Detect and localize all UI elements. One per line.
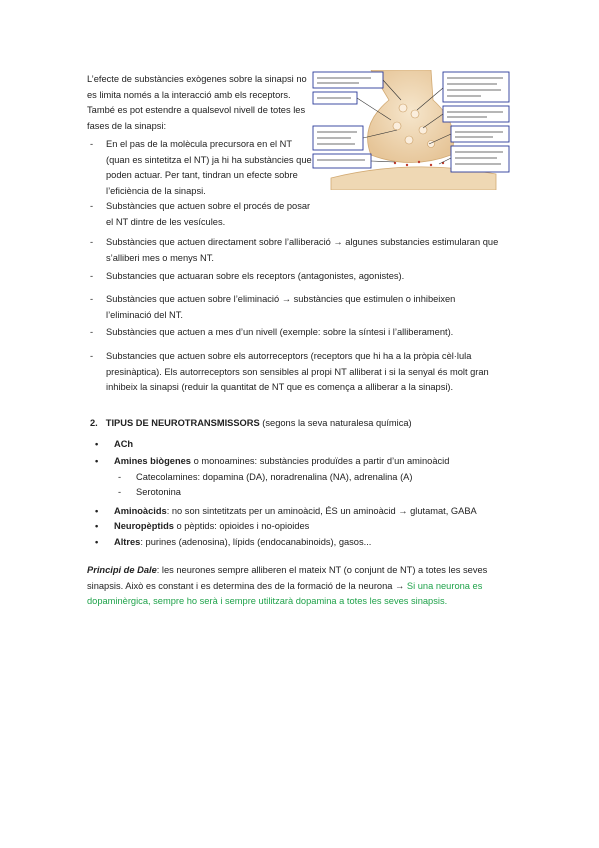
bullet-dot: • <box>95 506 99 516</box>
list-item <box>95 535 515 551</box>
list-item-text: Substancies que actuen sobre els autorreceptors (receptors que hi ha a la pròpia cèl·lula presinàptica). Els autorreceptors son sensibles al propi NT alliberat i si la senyal és molt gran inhibeix la sinapsi (reduir la quantitat de NT que es comença a alliberar a la sinapsi). <box>106 351 489 392</box>
list-item <box>90 325 500 341</box>
sub-item-text: Catecolamines: dopamina (DA), noradrenalina (NA), adrenalina (A) <box>136 472 413 482</box>
bullet-dot: • <box>95 439 99 449</box>
item-neuro-label: Neuropèptids <box>114 521 174 531</box>
list-item <box>90 269 500 285</box>
list-item <box>90 137 312 199</box>
list-item <box>90 235 500 266</box>
sub-list-item <box>118 485 498 501</box>
list-item <box>90 292 500 323</box>
list-item-text: Substancies que actuaran sobre els receptors (antagonistes, agonistes). <box>106 271 405 281</box>
item-ach: ACh <box>114 439 134 449</box>
dash-marker: - <box>90 351 94 361</box>
synapse-diagram <box>311 70 511 190</box>
list-item-text: Substàncies que actuen a mes d’un nivell (exemple: sobre la síntesi i l’alliberament). <box>106 327 454 337</box>
dale-principle-text: : les neurones sempre alliberen el mateix NT (o conjunt de NT) a totes les seves sinapsis. Això es constant i es determina des de la formació de la neurona → <box>87 565 488 591</box>
list-item-text: Substàncies que actuen sobre l’eliminació → substàncies que estimulen o inhibeixen l’eliminació del NT. <box>106 294 456 320</box>
section-title: TIPUS DE NEUROTRANSMISSORS <box>105 418 260 428</box>
item-amino-label: Aminoàcids <box>114 506 167 516</box>
list-item-text: En el pas de la molècula precursora en el NT (quan es sintetitza el NT) ja hi ha substàncies que poden actuar. Per tant, tindran un efecte sobre l’eficiència de la sinapsi. <box>106 139 312 196</box>
dale-principle-paragraph <box>87 563 517 610</box>
item-amino-text: : no son sintetitzats per un aminoàcid, ÉS un aminoàcid → glutamat, GABA <box>166 506 477 516</box>
item-neuro-text: o pèptids: opioides i no-opioides <box>173 521 310 531</box>
item-altres-label: Altres <box>114 537 141 547</box>
list-item-text: Substàncies que actuen directament sobre l’alliberació → algunes substancies estimularan que s’alliberi mes o menys NT. <box>106 237 499 263</box>
section-number: 2. <box>90 418 98 428</box>
dash-marker: - <box>90 139 94 149</box>
list-item <box>90 349 515 396</box>
dash-marker: - <box>90 271 94 281</box>
list-item <box>95 437 515 453</box>
bullet-dot: • <box>95 537 99 547</box>
dale-principle-highlight: Si una neurona es dopaminèrgica, sempre ho serà i sempre utilitzarà dopamina a totes les seves sinapsis. <box>87 580 483 606</box>
section-heading <box>90 418 510 428</box>
dash-marker: - <box>118 487 122 497</box>
list-item <box>95 504 515 520</box>
item-altres-text: : purines (adenosina), lípids (endocanabinoids), gasos... <box>140 537 372 547</box>
section-subtitle: (segons la seva naturalesa química) <box>259 418 412 428</box>
list-item <box>95 454 515 470</box>
list-item <box>95 519 515 535</box>
intro-paragraph: L’efecte de substàncies exògenes sobre la sinapsi no es limita només a la interacció amb els receptors. També es pot estendre a qualsevol nivell de totes les fases de la sinapsi: <box>87 74 307 131</box>
dash-marker: - <box>90 201 94 211</box>
sub-item-text: Serotonina <box>136 487 181 497</box>
bullet-dot: • <box>95 456 99 466</box>
list-item-text: Substàncies que actuen sobre el procés de posar el NT dintre de les vesícules. <box>106 201 311 227</box>
item-amines-text: o monoamines: substàncies produïdes a partir d’un aminoàcid <box>190 456 450 466</box>
dash-marker: - <box>90 294 94 304</box>
dash-marker: - <box>90 327 94 337</box>
bullet-dot: • <box>95 521 99 531</box>
dash-marker: - <box>118 472 122 482</box>
dash-marker: - <box>90 237 94 247</box>
dale-principle-label: Principi de Dale <box>87 565 157 575</box>
item-amines-label: Amines biògenes <box>114 456 191 466</box>
list-item <box>90 199 312 230</box>
sub-list-item <box>118 470 498 486</box>
